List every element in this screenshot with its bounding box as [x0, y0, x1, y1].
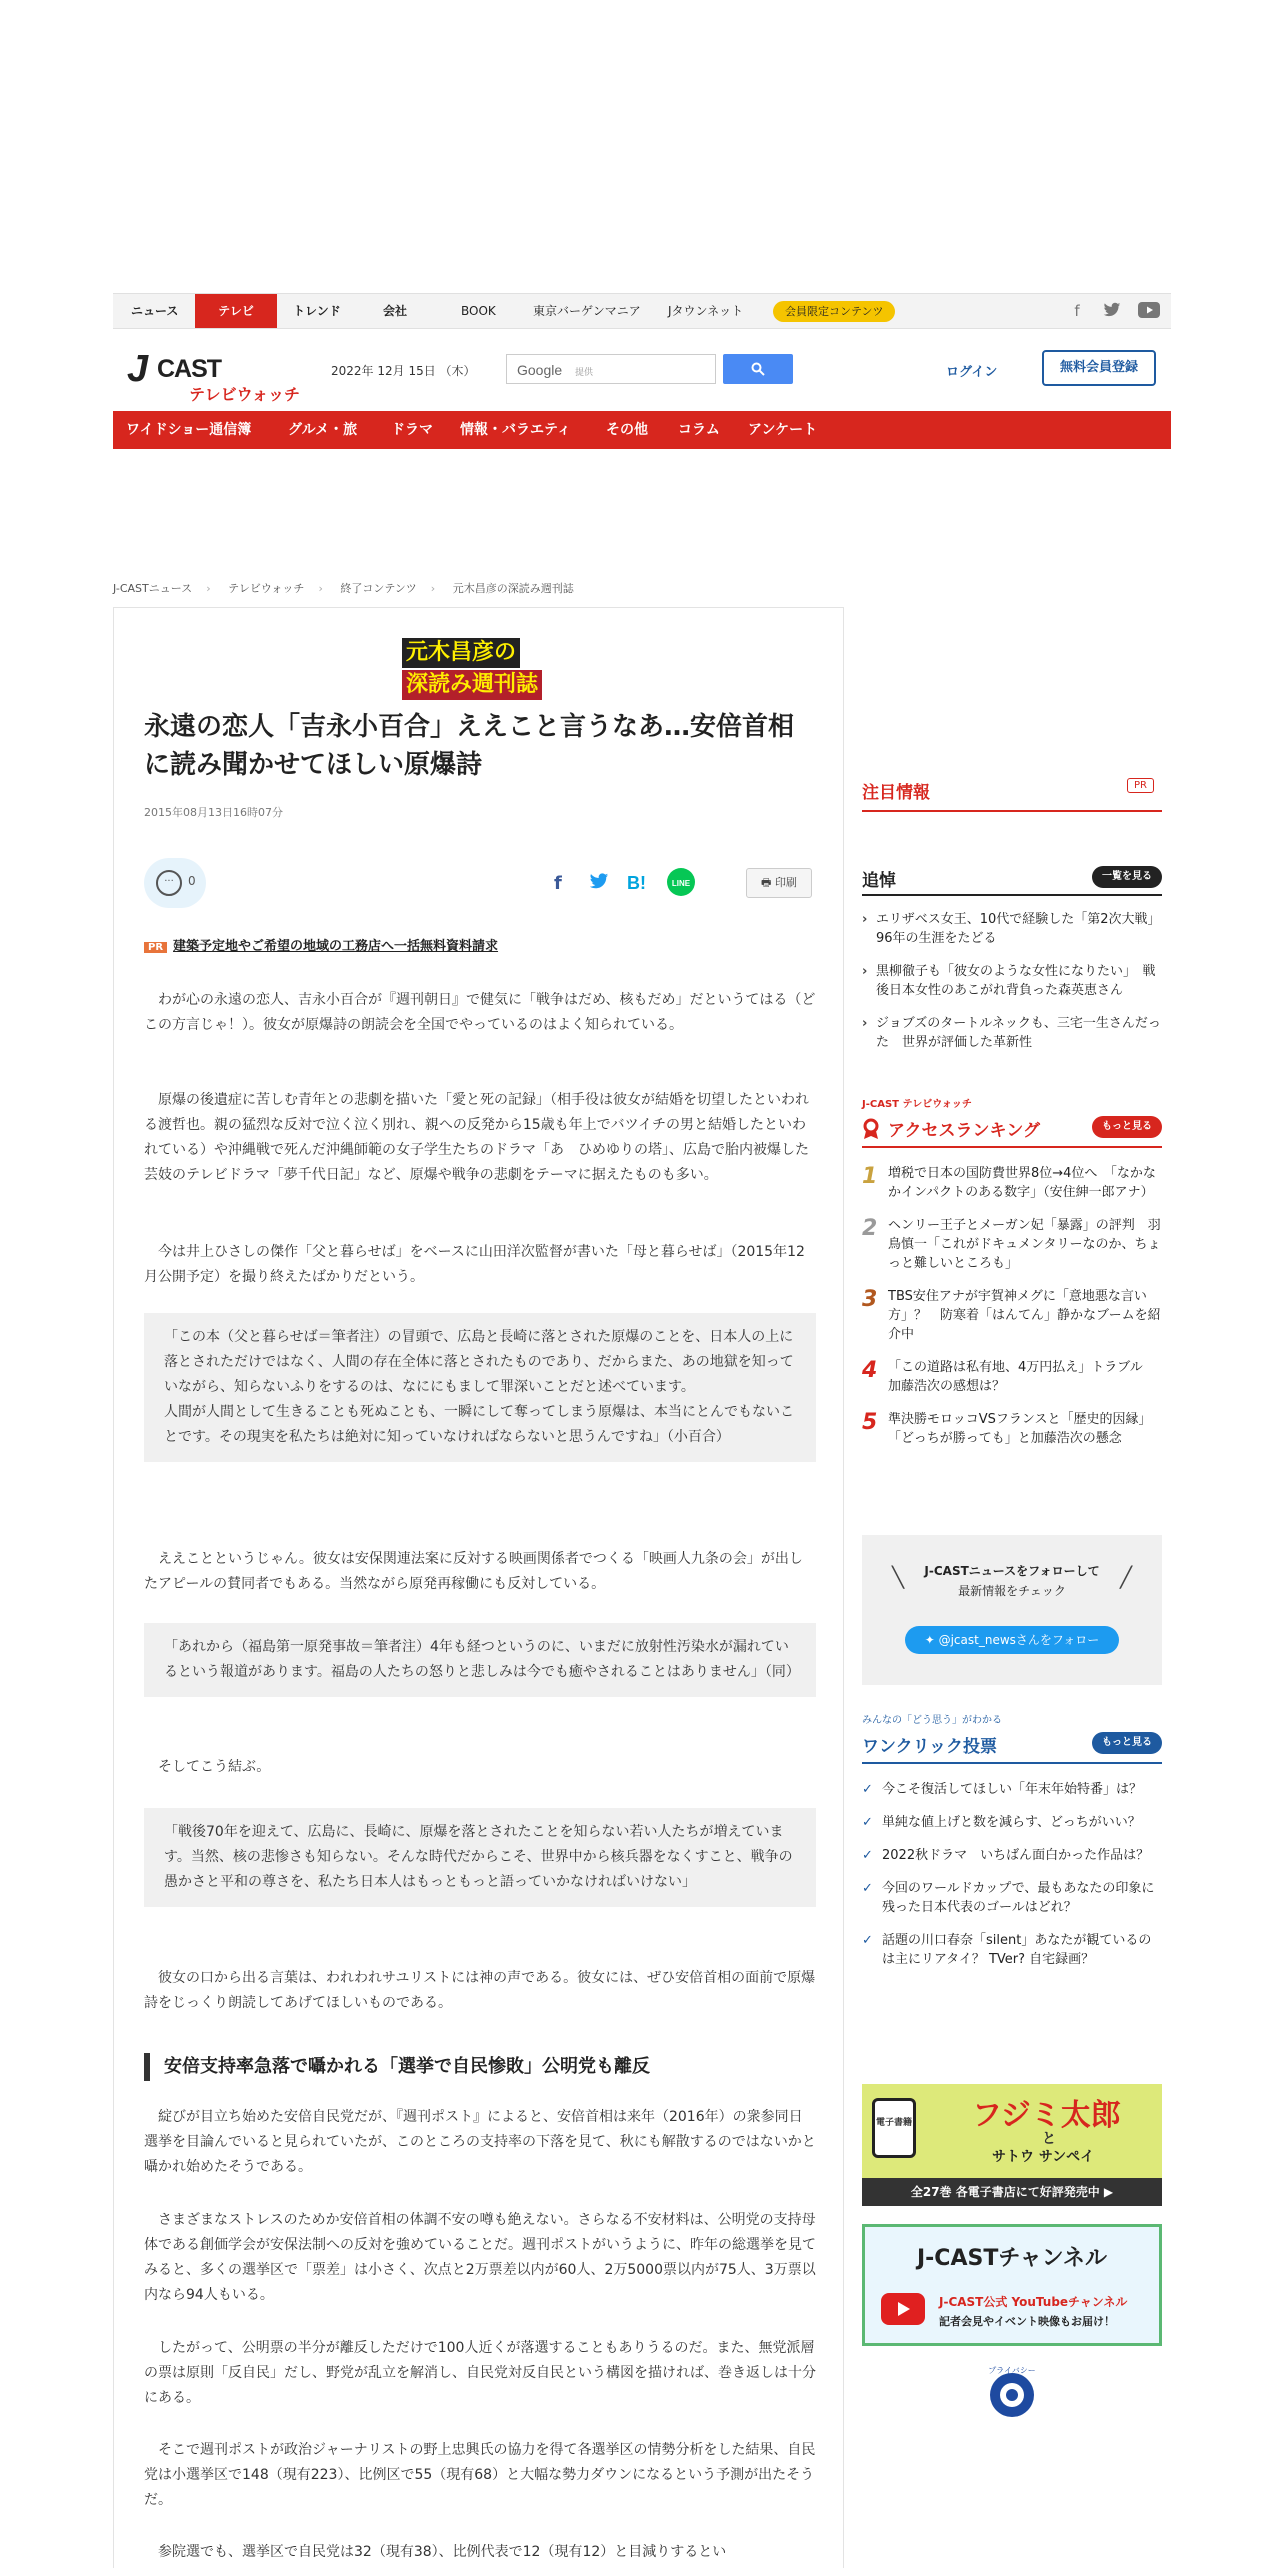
ranking-label: J-CAST テレビウォッチ — [862, 1099, 972, 1110]
article-paragraph: 彼女の口から出る言葉は、われわれサユリストには神の声である。彼女には、ぜひ安倍首相の面前で原爆詩をじっくり朗読してあげてほしいものである。 — [144, 1970, 816, 2011]
channel-line2: 記者会見やイベント映像もお届け！ — [939, 2315, 1115, 2328]
memorial-item[interactable]: › ジョブズのタートルネックも、三宅一生さんだった 世界が評価した革新性 — [862, 1014, 1162, 1052]
attention-pr-badge: PR — [1127, 778, 1154, 793]
vote-label: みんなの「どう思う」がわかる — [862, 1715, 1002, 1726]
series-line2: 深読み週刊誌 — [402, 670, 542, 700]
attention-title: 注目情報 — [862, 783, 930, 803]
nav-bargain[interactable]: 東京バーゲンマニア — [533, 304, 641, 318]
pr-tag: PR — [144, 942, 167, 953]
twitter-follow-button[interactable] — [905, 1626, 1119, 1654]
twitter-icon[interactable] — [1103, 302, 1121, 320]
follow-line1: J-CASTニュースをフォローして — [924, 1564, 1100, 1578]
breadcrumb-jcast[interactable]: J-CASTニュース — [113, 582, 193, 595]
twitter-share-icon[interactable] — [589, 873, 609, 895]
category-bar — [113, 411, 1171, 449]
manga-ad-banner[interactable] — [862, 2084, 1162, 2206]
article-paragraph: 綻びが目立ち始めた安倍自民党だが、『週刊ポスト』によると、安倍首相は来年（2016年）の衆参同日選挙を目論んでいると見られていたが、このところの支持率の下落を見て、秋にも解散するのではないかと囁かれ始めたそうである。 — [144, 2109, 816, 2175]
article-paragraph: したがって、公明票の半分が離反しただけで100人近くが落選することもありうるのだ。また、無党派層の票は原則「反自民」だし、野党が乱立を解消し、自民党対反自民という構図を描ければ、巻き返しは十分にある。 — [144, 2340, 816, 2406]
vote-item[interactable]: ✓ 今こそ復活してほしい「年末年始特番」は？ — [862, 1780, 1162, 1799]
article-card — [113, 607, 844, 2568]
channel-logo: J-CASTチャンネル — [916, 2246, 1108, 2271]
search-button[interactable] — [723, 354, 793, 384]
follow-deco-right: ╱ — [1119, 1565, 1132, 1589]
ranking-text: ヘンリー王子とメーガン妃「暴露」の評判 羽鳥慎一「これがドキュメンタリーなのか、ちょっと難しいところも」 — [888, 1218, 1161, 1271]
cat-wideshow[interactable]: ワイドショー通信簿 — [126, 422, 252, 438]
line-share-icon[interactable] — [667, 868, 695, 901]
privacy-mark-logo[interactable] — [980, 2365, 1044, 2429]
breadcrumb-ended[interactable]: 終了コンテンツ — [340, 582, 417, 595]
logo-j: J — [127, 348, 149, 390]
cat-variety[interactable]: 情報・バラエティ — [460, 422, 571, 438]
vote-title: ワンクリック投票 — [862, 1737, 997, 1757]
cat-drama[interactable]: ドラマ — [391, 422, 433, 438]
twitter-bird-icon: ✦ — [924, 1633, 935, 1647]
follow-button-label: @jcast_newsさんをフォロー — [938, 1633, 1100, 1647]
quote-block: 「この本（父と暮らせば＝筆者注）の冒頭で、広島と長崎に落とされた原爆のことを、日本人の上に落とされただけではなく、人間の存在全体に落とされたものであり、だからまた、あの地獄を知っていながら、知らないふりをするのは、なににもまして罪深いことだと述べています。 人間が人間として生きることも死ぬことも、一瞬にして奪ってしまう原爆は、本当にとんでもないことです。その現実を私たちは絶対に知っていなければならないと思うんですね」（小百合） — [144, 1313, 816, 1462]
google-provided-label: 提供 — [575, 368, 594, 378]
breadcrumb-series[interactable]: 元木昌彦の深読み週刊誌 — [452, 582, 574, 595]
cat-column[interactable]: コラム — [678, 422, 720, 438]
memorial-item[interactable]: › 黒柳徹子も「彼女のような女性になりたい」 戦後日本女性のあこがれ背負った森英恵さん — [862, 962, 1162, 1000]
ranking-section — [862, 1095, 1162, 1462]
ranking-item[interactable] — [862, 1164, 1162, 1202]
manga-and: と — [1042, 2131, 1056, 2147]
article-paragraph: さまざまなストレスのためか安倍首相の体調不安の噂も絶えない。さらなる不安材料は、公明党の支持母体である創価学会が安保法制への反対を強めていることだ。週刊ポストがいうように、昨年の総選挙を見てみると、多くの選挙区で「票差」は小さく、次点と2万票差以内が60人、2万5000票以内が75人、3万票以内なら94人もいる。 — [144, 2212, 816, 2303]
vote-item[interactable]: ✓ 今回のワールドカップで、最もあなたの印象に残った日本代表のゴールはどれ？ — [862, 1879, 1162, 1917]
article-paragraph: 今は井上ひさしの傑作「父と暮らせば」をベースに山田洋次監督が書いた「母と暮らせば」（2015年12月公開予定）を撮り終えたばかりだという。 — [144, 1244, 805, 1285]
comment-button[interactable] — [144, 858, 206, 908]
login-link[interactable]: ログイン — [946, 365, 998, 380]
breadcrumb: J-CASTニュース › テレビウォッチ › 終了コンテンツ › 元木昌彦の深読み週刊誌 — [113, 582, 574, 595]
ranking-text: TBS安住アナが宇賀神メグに「意地悪な言い方」？ 防寒着「はんてん」静かなブームを紹介中 — [888, 1289, 1161, 1342]
ranking-item[interactable] — [862, 1216, 1162, 1273]
article-paragraph: ええことというじゃん。彼女は安保関連法案に反対する映画関係者でつくる「映画人九条の会」が出したアピールの賛同者でもある。当然ながら原発再稼働にも反対している。 — [144, 1551, 803, 1592]
member-content-badge[interactable]: 会員限定コンテンツ — [773, 301, 895, 322]
nav-trend[interactable]: トレンド — [293, 304, 341, 318]
nav-jtown[interactable]: Jタウンネット — [668, 304, 744, 318]
pr-link-row — [144, 935, 498, 954]
ranking-text: 増税で日本の国防費世界8位→4位へ 「なかなかインパクトのある数字」（安住紳一郎アナ） — [888, 1166, 1156, 1200]
channel-line1: J-CAST公式 YouTubeチャンネル — [939, 2295, 1128, 2309]
logo-subtitle: テレビウォッチ — [189, 385, 301, 404]
article-title: 永遠の恋人「吉永小百合」ええこと言うなあ…安倍首相に読み聞かせてほしい原爆詩 — [144, 712, 795, 780]
ranking-more-button[interactable]: もっと見る — [1092, 1116, 1162, 1138]
article-paragraph: 参院選でも、選挙区で自民党は32（現有38）、比例代表で12（現有12）と目減りするとい — [158, 2544, 727, 2560]
top-utility-nav — [113, 293, 1171, 329]
manga-footer: 全27巻 各電子書店にて好評発売中 ▶ — [862, 2178, 1162, 2206]
print-button[interactable] — [746, 868, 812, 898]
memorial-item[interactable]: › エリザベス女王、10代で経験した「第2次大戦」 96年の生涯をたどる — [862, 910, 1162, 948]
series-line1: 元木昌彦の — [402, 638, 520, 668]
search-icon — [751, 362, 765, 376]
nav-book[interactable]: BOOK — [461, 304, 496, 318]
vote-item[interactable]: ✓ 2022秋ドラマ いちばん面白かった作品は？ — [862, 1846, 1162, 1865]
ebook-icon: 電子書籍 — [872, 2098, 916, 2158]
quote-block: 「あれから（福島第一原発事故＝筆者注）4年も経つというのに、いまだに放射性汚染水が漏れているという報道があります。福島の人たちの怒りと悲しみは今でも癒やされることはありません」（同） — [144, 1623, 816, 1697]
youtube-icon — [881, 2293, 925, 2325]
vote-more-button[interactable]: もっと見る — [1092, 1732, 1162, 1754]
rank-number: 4 — [862, 1358, 878, 1383]
ranking-item[interactable] — [862, 1358, 1162, 1396]
memorial-title: 追悼 — [862, 871, 896, 891]
ranking-text: 準決勝モロッコVSフランスと「歴史的因縁」「どっちが勝っても」と加藤浩次の懸念 — [888, 1412, 1152, 1446]
print-label: 印刷 — [774, 876, 797, 889]
search-input[interactable] — [506, 354, 716, 384]
comment-icon: ··· — [156, 870, 182, 896]
hatena-bookmark-icon[interactable]: B! — [627, 873, 646, 893]
series-banner[interactable] — [402, 638, 556, 700]
manga-title: フジミ太郎 — [972, 2098, 1121, 2133]
jcast-tv-logo[interactable] — [127, 348, 312, 404]
rank-number: 2 — [862, 1216, 878, 1241]
memorial-section — [862, 866, 1168, 1066]
ranking-item[interactable] — [862, 1410, 1162, 1448]
comment-count: 0 — [188, 874, 196, 888]
attention-section — [862, 778, 1162, 812]
jcast-channel-ad[interactable] — [862, 2224, 1162, 2346]
breadcrumb-tvwatch[interactable]: テレビウォッチ — [228, 582, 305, 595]
facebook-icon[interactable]: f — [1074, 302, 1080, 320]
register-button[interactable]: 無料会員登録 — [1042, 350, 1156, 386]
article-date: 2015年08月13日16時07分 — [144, 806, 283, 819]
cat-other[interactable]: その他 — [606, 422, 648, 438]
rank-number: 1 — [862, 1164, 878, 1189]
follow-deco-left: ╲ — [892, 1565, 905, 1589]
brand-header — [113, 330, 1171, 410]
article-paragraph: 原爆の後遺症に苦しむ青年との悲劇を描いた「愛と死の記録」（相手役は彼女が結婚を切望したといわれる渡哲也。親の猛烈な反対で泣く泣く別れ、親への反発から15歳も年上でバツイチの男と結婚したといわれている）や沖縄戦で死んだ沖縄師範の女子学生たちのドラマ「あ ひめゆりの塔」、広島で胎内被爆した芸妓のテレビドラマ「夢千代日記」など、原爆や戦争の悲劇をテーマに据えたものも多い。 — [144, 1092, 809, 1183]
svg-text:LINE: LINE — [671, 879, 691, 888]
quote-block: 「戦後70年を迎えて、広島に、長崎に、原爆を落とされたことを知らない若い人たちが増えています。当然、核の悲惨さも知らない。そんな時代だからこそ、世界中から核兵器をなくすこと、戦争の愚かさと平和の尊さを、私たち日本人はもっともっと語っていかなければいけない」 — [144, 1808, 816, 1907]
current-date: 2022年 12月 15日 （木） — [331, 364, 476, 378]
memorial-more-button[interactable]: 一覧を見る — [1092, 866, 1162, 888]
follow-line2: 最新情報をチェック — [958, 1584, 1066, 1598]
youtube-icon[interactable] — [1138, 302, 1160, 320]
logo-cast: CAST — [157, 355, 222, 383]
ranking-title: アクセスランキング — [888, 1121, 1040, 1141]
rank-number: 5 — [862, 1410, 878, 1435]
google-label: Google — [517, 362, 563, 378]
ranking-text: 「この道路は私有地、4万円払え」トラブル 加藤浩次の感想は？ — [888, 1360, 1156, 1394]
follow-box — [862, 1535, 1162, 1685]
vote-item[interactable]: ✓ 単純な値上げと数を減らす、どっちがいい？ — [862, 1813, 1162, 1832]
vote-section — [862, 1711, 1162, 1983]
nav-news[interactable]: ニュース — [131, 304, 179, 318]
nav-tv[interactable]: テレビ — [195, 294, 277, 328]
printer-icon: 🖶 — [761, 876, 772, 889]
ranking-icon — [862, 1118, 880, 1144]
facebook-share-icon[interactable]: f — [554, 873, 562, 894]
manga-author: サトウ サンペイ — [992, 2149, 1095, 2165]
nav-company[interactable]: 会社 — [383, 304, 408, 318]
privacy-mark-text: プライバシー — [988, 2366, 1036, 2375]
pr-link[interactable]: 建築予定地やご希望の地域の工務店へ一括無料資料請求 — [173, 939, 499, 954]
vote-item[interactable]: ✓ 話題の川口春奈「silent」あなたが観ているのは主にリアタイ？ TVer? 自宅録画？ — [862, 1931, 1162, 1969]
section-heading: 安倍支持率急落で囁かれる「選挙で自民惨敗」公明党も離反 — [144, 2053, 816, 2081]
rank-number: 3 — [862, 1287, 878, 1312]
article-paragraph: そしてこう結ぶ。 — [158, 1759, 271, 1775]
article-paragraph: そこで週刊ポストが政治ジャーナリストの野上忠興氏の協力を得て各選挙区の情勢分析をした結果、自民党は小選挙区で148（現有223）、比例区で55（現有68）と大幅な勢力ダウンになるという予測が出たそうだ。 — [144, 2442, 816, 2508]
cat-gourmet[interactable]: グルメ・旅 — [288, 422, 358, 438]
cat-survey[interactable]: アンケート — [748, 422, 818, 438]
article-paragraph: わが心の永遠の恋人、吉永小百合が『週刊朝日』で健気に「戦争はだめ、核もだめ」だというてはる（どこの方言じゃ！）。彼女が原爆詩の朗読会を全国でやっているのはよく知られている。 — [144, 992, 816, 1033]
ranking-item[interactable] — [862, 1287, 1162, 1344]
